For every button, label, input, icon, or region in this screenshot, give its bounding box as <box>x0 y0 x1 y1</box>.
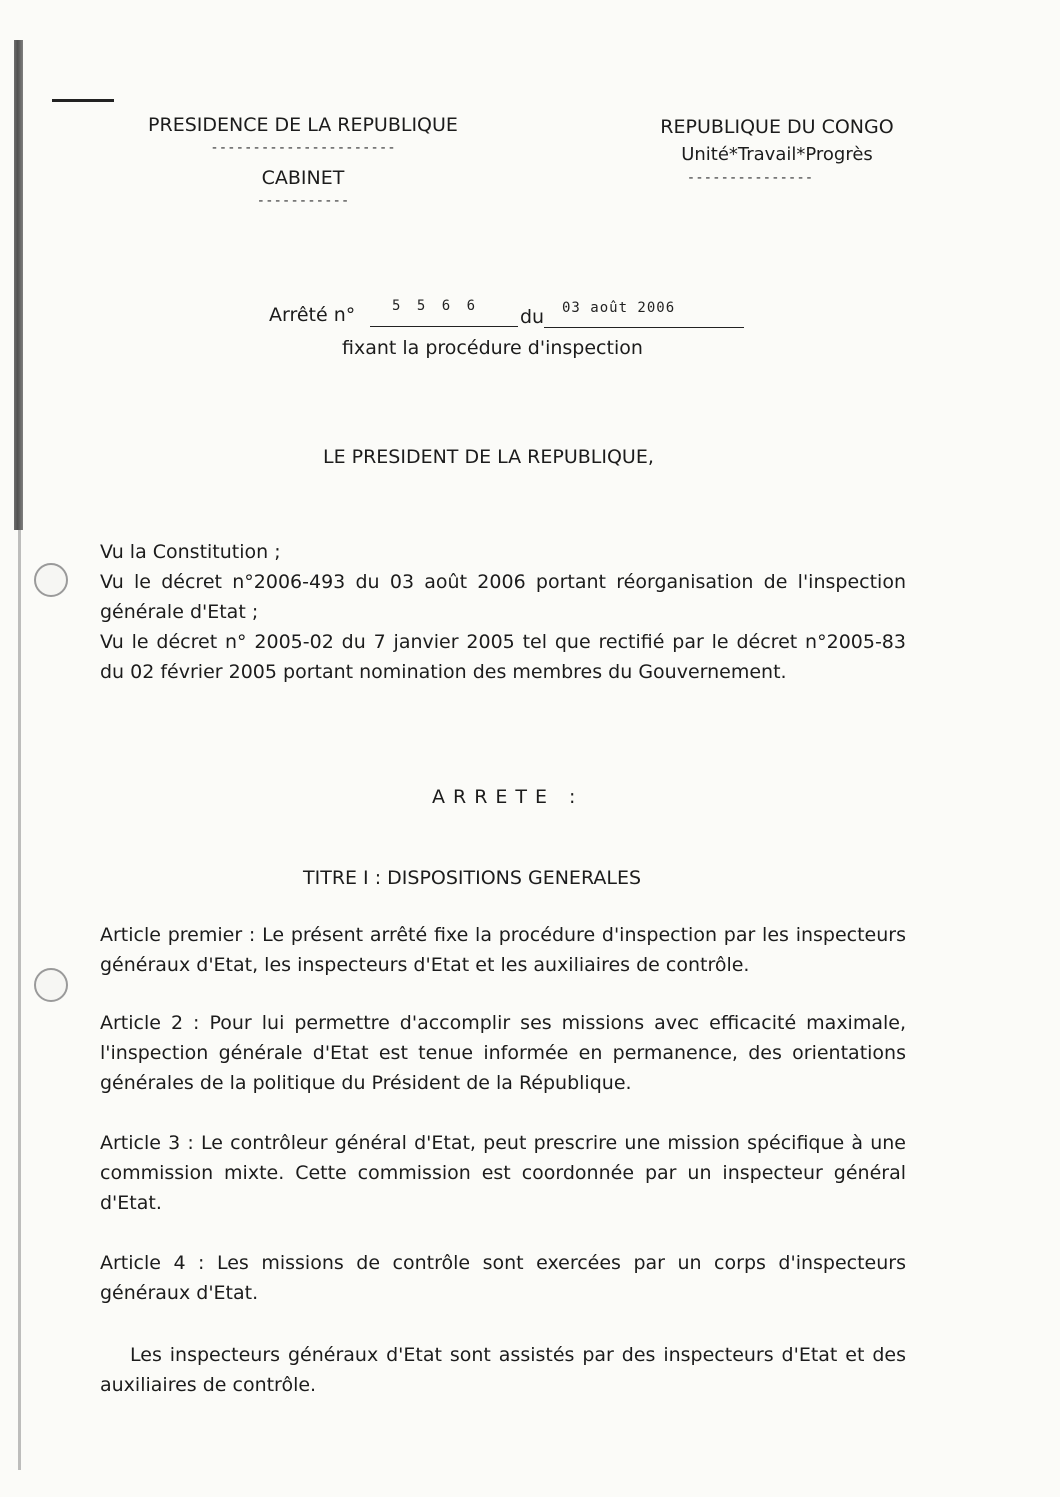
title-one-heading: TITRE I : DISPOSITIONS GENERALES <box>303 867 642 889</box>
scan-top-rule <box>52 99 114 102</box>
article-premier-text: Le présent arrêté fixe la procédure d'inspection par les inspecteurs généraux d'Etat, les inspecteurs d'Etat et les auxiliaires de contrôle. <box>100 924 906 976</box>
presidency-heading: PRESIDENCE DE LA REPUBLIQUE <box>148 114 458 136</box>
punch-hole-upper <box>34 563 68 597</box>
decree-subject: fixant la procédure d'inspection <box>342 337 643 359</box>
article-3 <box>100 1128 906 1218</box>
article-4 <box>100 1248 906 1308</box>
article-2 <box>100 1008 906 1098</box>
scan-edge-shadow <box>14 40 23 530</box>
presidency-rule: ---------------------- <box>210 140 396 156</box>
article-4-text: Les missions de contrôle sont exercées par un corps d'inspecteurs généraux d'Etat. <box>100 1252 906 1304</box>
article-3-label: Article 3 : <box>100 1132 194 1154</box>
closing-paragraph <box>100 1340 906 1400</box>
visa-decree-2005-02: Vu le décret n° 2005-02 du 7 janvier 2005 tel que rectifié par le décret n°2005-83 du 02 février 2005 portant nomination des membres du Gouvernement. <box>100 631 906 683</box>
article-2-label: Article 2 : <box>100 1012 200 1034</box>
article-premier <box>100 920 906 980</box>
cabinet-rule: ----------- <box>256 193 350 209</box>
article-2-text: Pour lui permettre d'accomplir ses missions avec efficacité maximale, l'inspection générale d'Etat est tenue informée en permanence, des orientations générales de la politique du Président de la République. <box>100 1012 906 1094</box>
closing-paragraph-text: Les inspecteurs généraux d'Etat sont assistés par des inspecteurs d'Etat et des auxiliaires de contrôle. <box>100 1344 906 1396</box>
country-rule: --------------- <box>686 170 814 186</box>
authority-heading: LE PRESIDENT DE LA REPUBLIQUE, <box>323 446 654 468</box>
article-premier-label: Article premier : <box>100 924 256 946</box>
decree-number-line <box>370 326 518 327</box>
country-motto: Unité*Travail*Progrès <box>681 144 873 165</box>
visa-constitution: Vu la Constitution ; <box>100 541 281 563</box>
decree-date: 03 août 2006 <box>562 300 676 316</box>
punch-hole-lower <box>34 968 68 1002</box>
arrete-heading: ARRETE : <box>432 786 584 808</box>
decree-number: 5 5 6 6 <box>392 298 480 314</box>
visa-decree-2006-493: Vu le décret n°2006-493 du 03 août 2006 portant réorganisation de l'inspection générale d'Etat ; <box>100 571 906 623</box>
decree-du: du <box>520 306 545 328</box>
country-heading: REPUBLIQUE DU CONGO <box>660 116 894 138</box>
article-4-label: Article 4 : <box>100 1252 205 1274</box>
decree-prefix: Arrêté n° <box>269 304 356 326</box>
scan-edge-shadow-lower <box>18 530 21 1470</box>
visas-section <box>100 537 906 687</box>
article-3-text: Le contrôleur général d'Etat, peut prescrire une mission spécifique à une commission mixte. Cette commission est coordonnée par un inspecteur général d'Etat. <box>100 1132 906 1214</box>
cabinet-heading: CABINET <box>261 167 345 189</box>
decree-date-line <box>544 327 744 328</box>
